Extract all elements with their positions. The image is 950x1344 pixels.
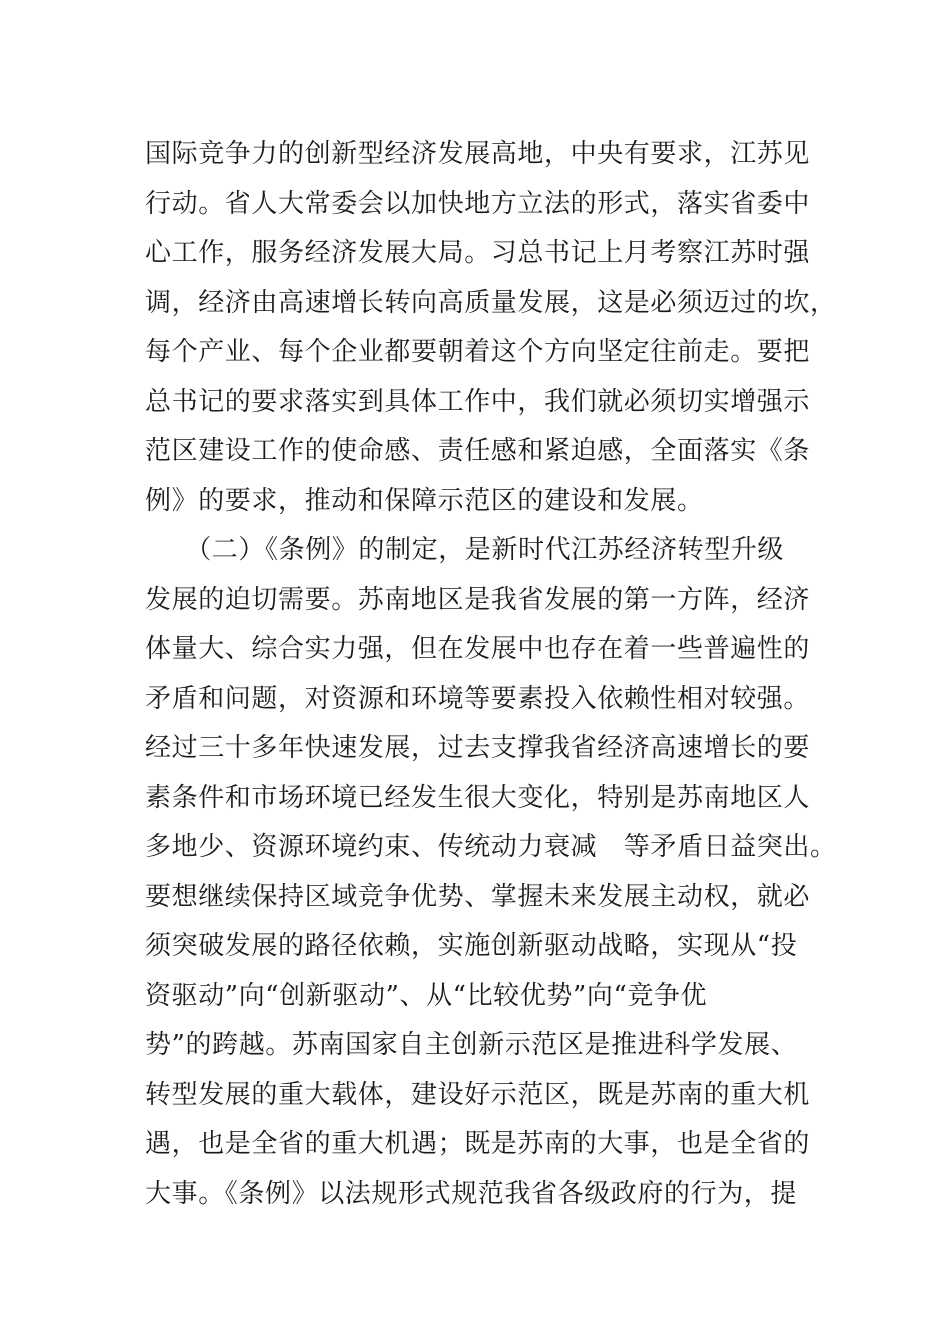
text-line: 要想继续保持区域竞争优势、掌握未来发展主动权，就必 (145, 881, 811, 912)
text-line: 国际竞争力的创新型经济发展高地，中央有要求，江苏见 (145, 139, 811, 169)
text-line: 例》的要求，推动和保障示范区的建设和发展。 (145, 485, 704, 516)
text-line: 范区建设工作的使命感、责任感和紧迫感，全面落实《条 (145, 436, 811, 466)
section-heading-line: （二）《条例》的制定，是新时代江苏经济转型升级 (145, 535, 785, 565)
text-line: 势”的跨越。苏南国家自主创新示范区是推进科学发展、 (145, 1030, 798, 1060)
text-line: 体量大、综合实力强，但在发展中也存在着一些普遍性的 (145, 634, 811, 664)
text-line: 多地少、资源环境约束、传统动力衰减 等矛盾日益突出。 (145, 832, 837, 862)
text-line: 总书记的要求落实到具体工作中，我们就必须切实增强示 (145, 386, 811, 417)
body-text (145, 130, 837, 1219)
text-line: 每个产业、每个企业都要朝着这个方向坚定往前走。要把 (145, 337, 811, 367)
text-line: 矛盾和问题，对资源和环境等要素投入依赖性相对较强。 (145, 683, 811, 714)
text-line: 发展的迫切需要。苏南地区是我省发展的第一方阵，经济 (145, 584, 811, 615)
text-line: 须突破发展的路径依赖，实施创新驱动战略，实现从“投 (145, 931, 798, 961)
text-line: 行动。省人大常委会以加快地方立法的形式，落实省委中 (145, 188, 811, 219)
text-line: 经过三十多年快速发展，过去支撑我省经济高速增长的要 (145, 733, 811, 763)
text-line: 转型发展的重大载体，建设好示范区，既是苏南的重大机 (145, 1079, 811, 1110)
text-line: 大事。《条例》以法规形式规范我省各级政府的行为，提 (145, 1178, 798, 1209)
text-line: 心工作，服务经济发展大局。习总书记上月考察江苏时强 (145, 238, 811, 268)
text-line: 素条件和市场环境已经发生很大变化，特别是苏南地区人 (145, 782, 811, 813)
text-line: 遇，也是全省的重大机遇；既是苏南的大事，也是全省的 (145, 1129, 811, 1159)
text-line: 调，经济由高速增长转向高质量发展，这是必须迈过的坎， (145, 287, 837, 318)
text-line: 资驱动”向“创新驱动”、从“比较优势”向“竞争优 (145, 980, 708, 1011)
